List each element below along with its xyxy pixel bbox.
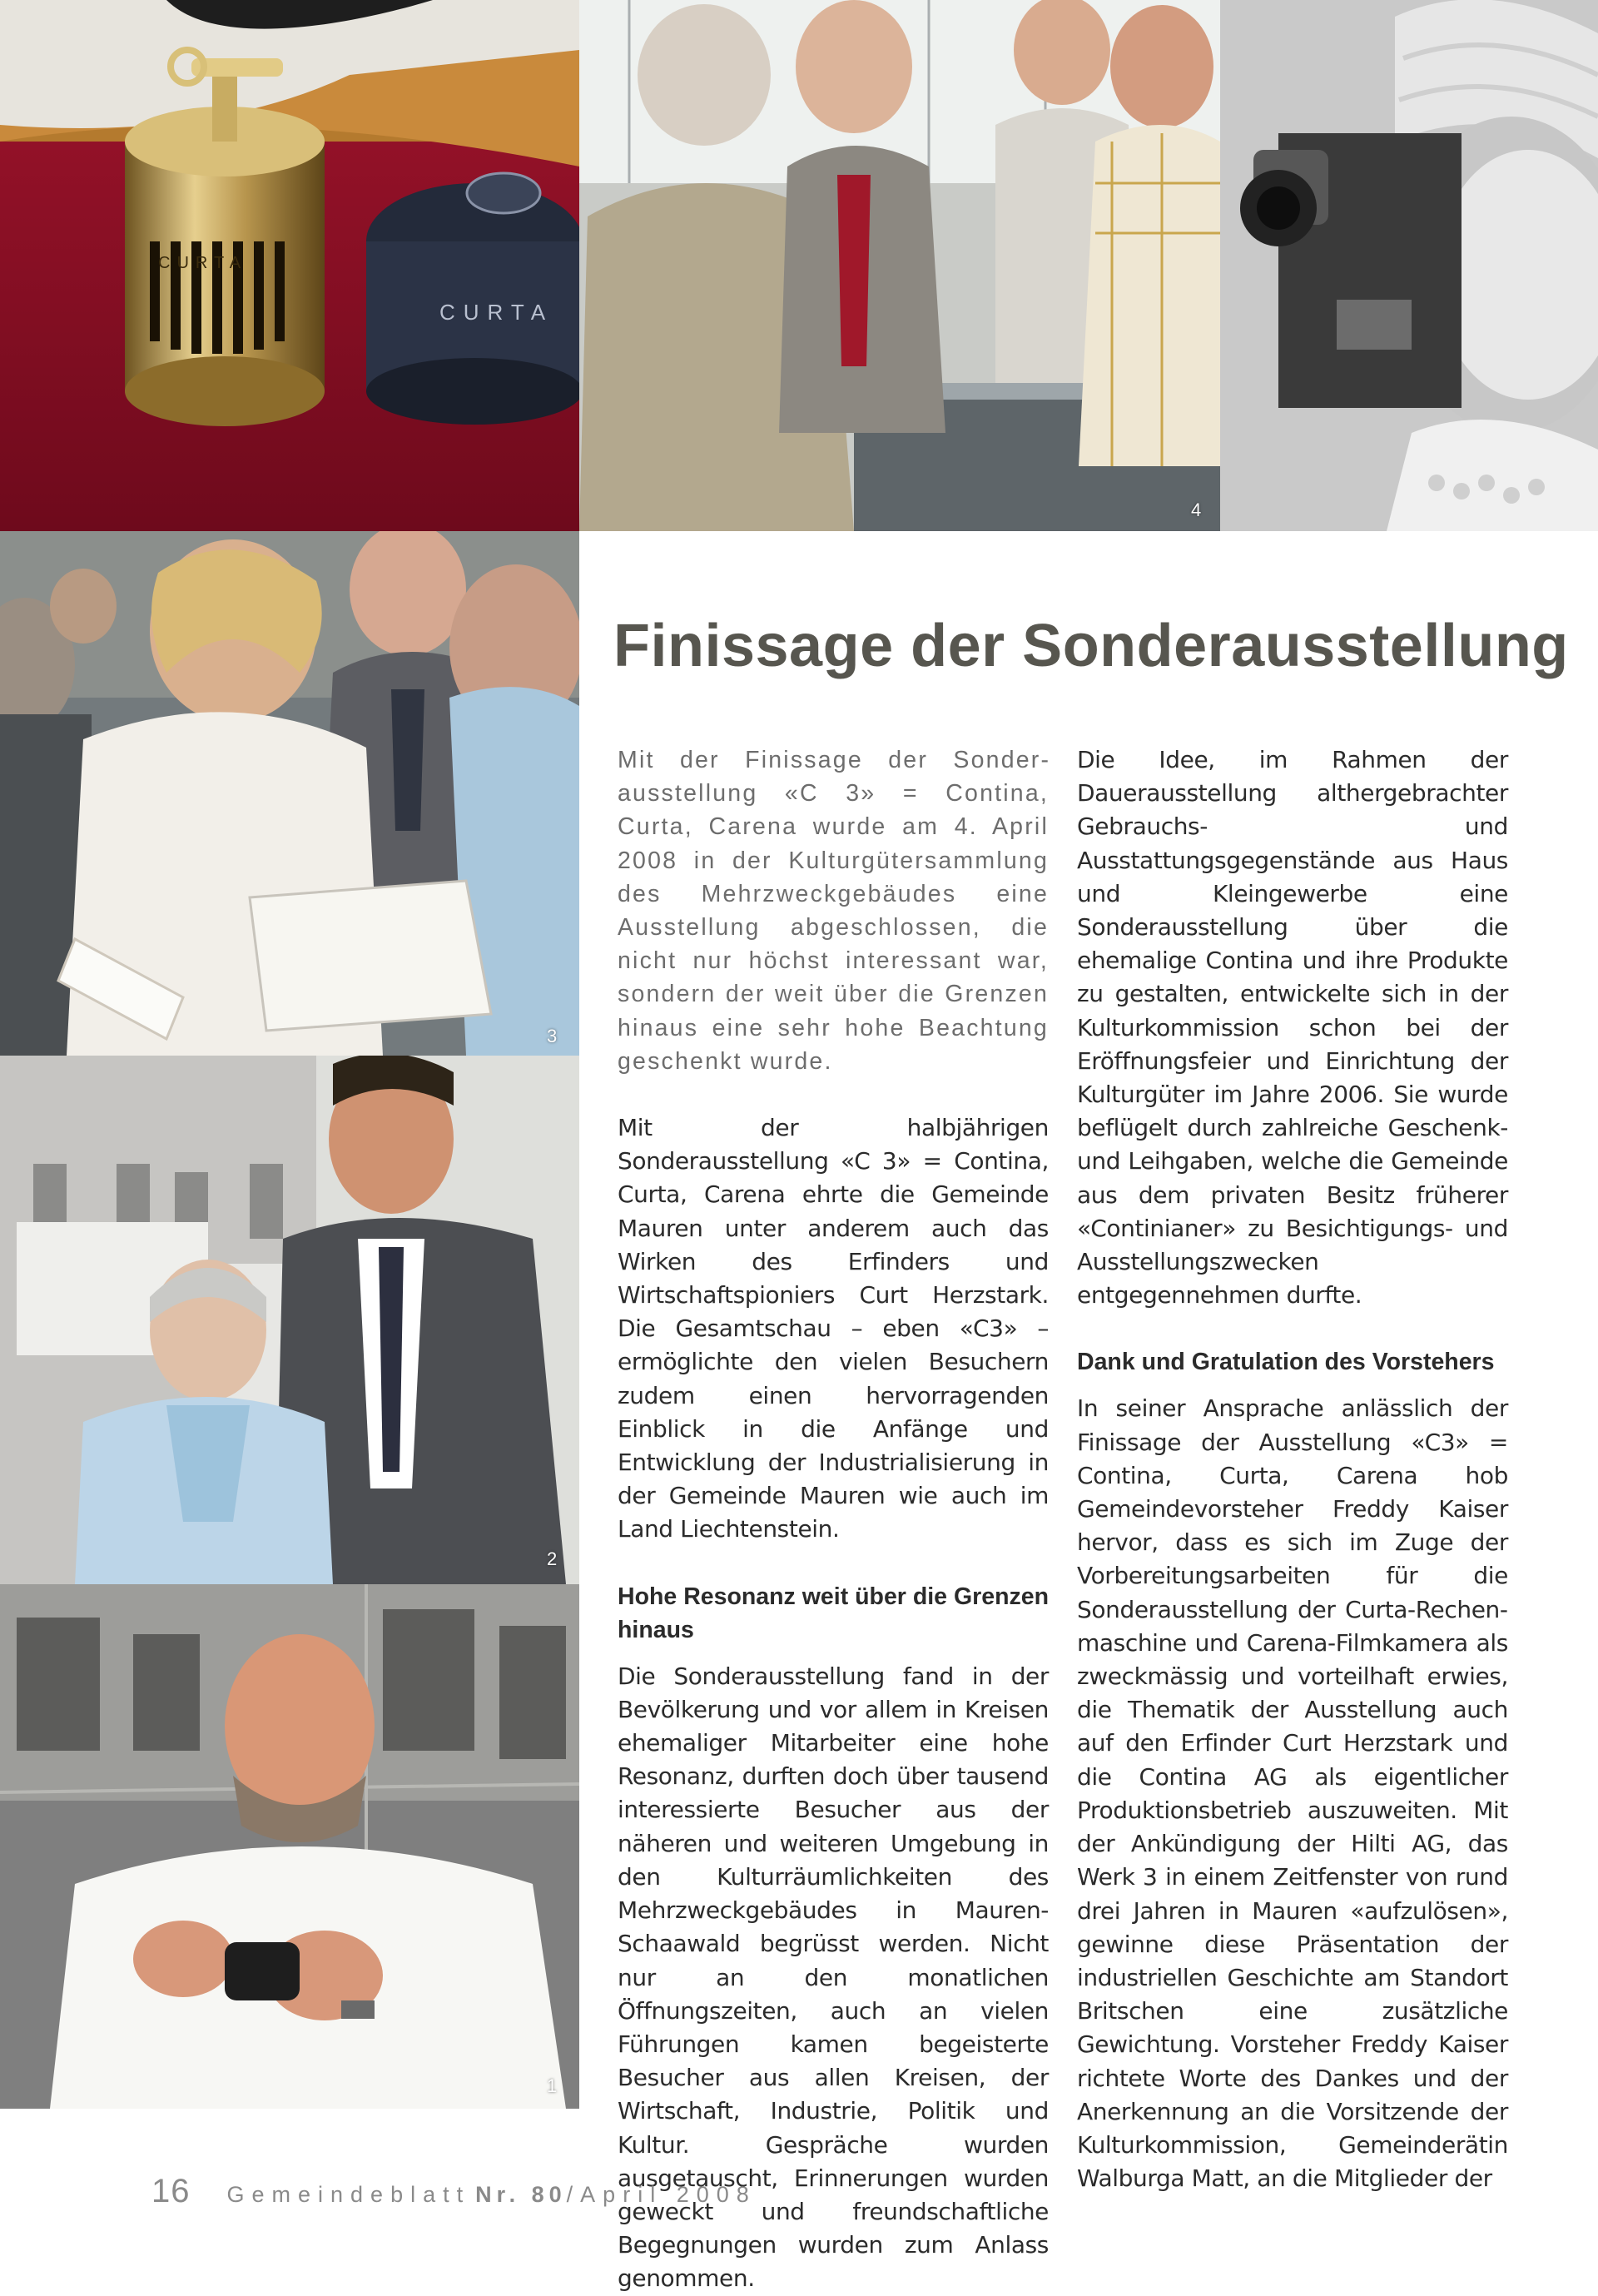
article-column-right	[1077, 743, 1508, 2195]
article-subheading-2: Dank und Gratulation des Vorstehers	[1077, 1349, 1495, 1376]
page-footer	[151, 2173, 757, 2214]
article-title: Finissage der Sonderausstellung	[613, 613, 1569, 679]
article-paragraph-1: Mit der halbjährigen Sonderausstellung «C 3» = Contina, Curta, Carena ehrte die Gemeinde Mauren unter anderem auch das Wirken des Erfinders und Wirtschaftspioniers Curt Herzstark. Die Gesamtschau – eben «C3» – ermöglichte den vielen Besuchern zudem einen hervorragenden Einblick in die Anfänge und Entwicklung der Industrialisierung in der Gemeinde Mauren wie auch im Land Liechtenstein.	[618, 1114, 1049, 1543]
article-subheading-1: Hohe Resonanz weit über die Grenzen hinaus	[618, 1583, 1049, 1643]
photo-curta-calculator	[0, 0, 579, 531]
photo-number-2: 2	[547, 1548, 558, 1569]
article-paragraph-3: Die Idee, im Rahmen der Dauerausstellung althergebrachter Gebrauchs- und Ausstattungsgegenstände aus Haus und Kleingewerbe eine Sonderausstellung über die ehemalige Contina und ihre Produkte zu gestalten, entwickelte sich in der Kulturkommission schon bei der Eröffnungsfeier und Einrichtung der Kulturgüter im Jahre 2006. Sie wurde beflügelt durch zahlreiche Geschenk- und Leihgaben, welche die Gemeinde aus dem privaten Besitz früherer «Continianer» zu Besichtigungs- und Ausstellungszwecken entgegennehmen durfte.	[1077, 746, 1508, 1310]
photo-visitors-showcase	[579, 0, 1220, 531]
article-paragraph-2: Die Sonderausstellung fand in der Bevölkerung und vor allem in Kreisen ehemaliger Mitarbeiter eine hohe Resonanz, durften doch über tausend interessierte Besucher aus der näheren und weiteren Umgebung in den Kulturräumlichkeiten des Mehrzweckgebäudes in Mauren-Schaawald begrüsst werden. Nicht nur an den monatlichen Öffnungszeiten, auch an vielen Führungen kamen begeisterte Besucher aus allen Kreisen, der Wirtschaft, Industrie, Politik und Kultur. Gespräche wurden ausgetauscht, Erinnerungen wurden geweckt und freundschaftliche Begegnungen wurden zum Anlass genommen.	[618, 1662, 1049, 2293]
photo-women-with-book	[0, 531, 579, 1056]
article-lead: Mit der Finissage der Sonderausstellung «C 3» = Contina, Curta, Carena wurde am 4. April 2008 in der Kulturgütersammlung des Mehrzweckgebäudes eine Ausstellung abgeschlossen, die nicht nur höchst interessant war, sondern der weit über die Grenzen hinaus eine sehr hohe Beachtung geschenkt wurde.	[618, 747, 1049, 1075]
photo-woman-and-man-portrait	[0, 1056, 579, 1584]
photo-number-1: 1	[547, 2075, 558, 2096]
issue-number: Nr. 80	[475, 2182, 567, 2207]
photo-number-4: 4	[1191, 499, 1202, 520]
publication-name: Gemeindeblatt	[226, 2182, 471, 2207]
photo-number-3: 3	[547, 1026, 558, 1046]
photo-man-holding-curta	[0, 1584, 579, 2109]
article-paragraph-4: In seiner Ansprache anlässlich der Finissage der Ausstellung «C3» = Contina, Curta, Carena hob Gemeindevorsteher Freddy Kaiser hervor, dass es sich im Zuge der Vorbereitungsarbeiten für die Sonderausstellung der Curta-Rechenmaschine und Carena-Filmkamera als zweckmässig und vorteilhaft erwies, die Thematik der Ausstellung auch auf den Erfinder Curt Herzstark und die Contina AG als eigentlicher Produktionsbetrieb auszuweiten. Mit der Ankündigung der Hilti AG, das Werk 3 in einem Zeitfenster von rund drei Jahren in Mauren «aufzulösen», gewinne diese Präsentation der industriellen Geschichte am Standort Britschen eine zusätzliche Gewichtung. Vorsteher Freddy Kaiser richtete Worte des Dankes und der Anerkennung an die Vorsitzende der Kulturkommission, Gemeinderätin Walburga Matt, an die Mitglieder der	[1077, 1394, 1508, 2193]
issue-date: /April 2008	[566, 2182, 757, 2207]
curta-box-engraving: CURTA	[439, 300, 554, 325]
article-column-left	[618, 743, 1049, 2296]
page-number: 16	[151, 2173, 191, 2209]
photo-carena-camera-model	[1220, 0, 1598, 531]
curta-engraving: CURTA	[158, 254, 248, 272]
